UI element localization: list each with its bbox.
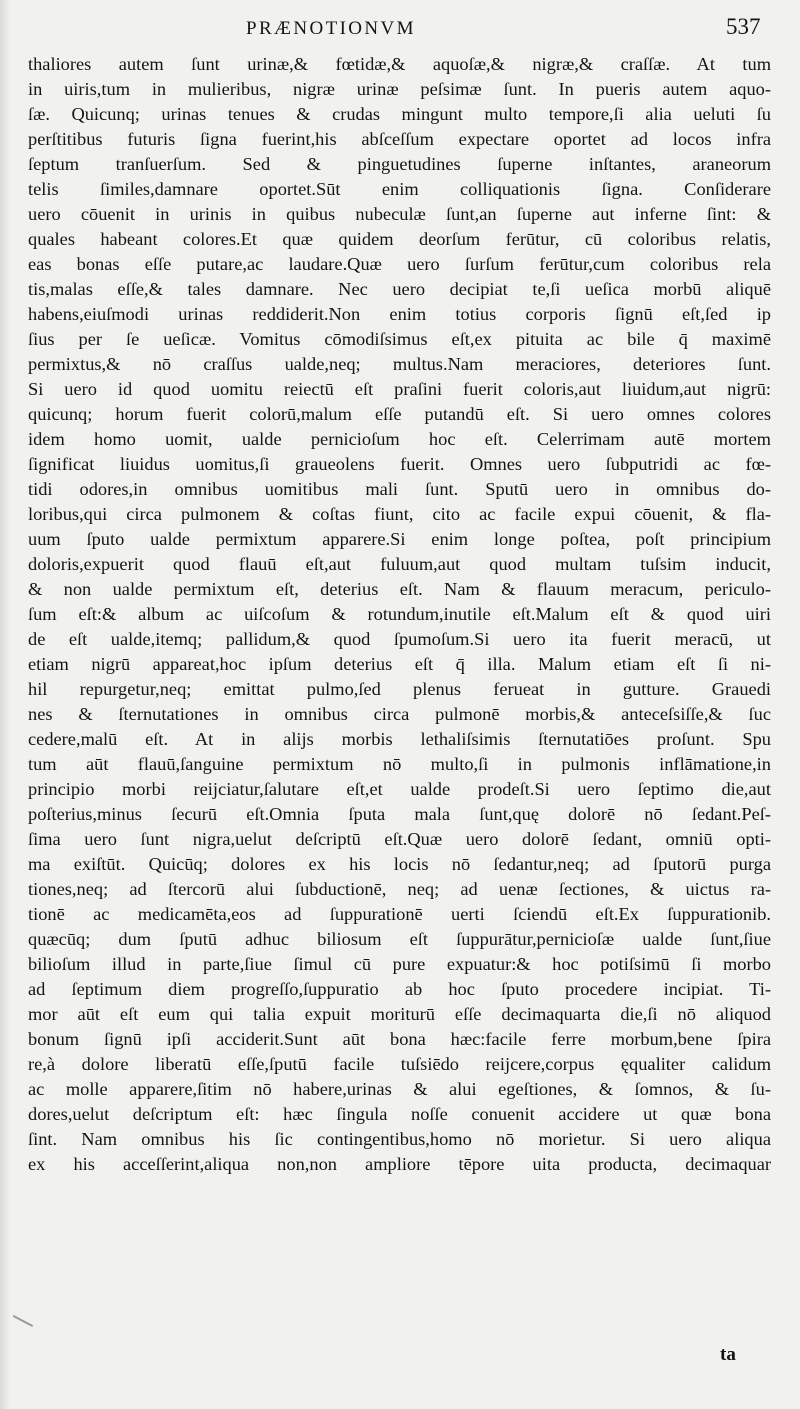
text-line: ſima uero ſunt nigra,uelut deſcriptū eſt.Quæ uero dolorē ſedant, omniū opti-	[28, 829, 771, 849]
text-line: in uiris,tum in mulieribus, nigræ urinæ peſsimæ ſunt. In pueris autem aquo-	[28, 79, 771, 99]
text-line: quales habeant colores.Et quæ quidem deorſum ferūtur, cū coloribus relatis,	[28, 229, 771, 249]
text-line: thaliores autem ſunt urinæ,& fœtidæ,& aquoſæ,& nigræ,& craſſæ. At tum	[28, 54, 771, 74]
text-line: ſum eſt:& album ac uiſcoſum & rotundum,inutile eſt.Malum eſt & quod uiri	[28, 604, 771, 624]
text-line: permixtus,& nō craſſus ualde,neq; multus.Nam meraciores, deteriores ſunt.	[28, 354, 771, 374]
text-line: ac molle apparere,ſitim nō habere,urinas & alui egeſtiones, & ſomnos, & ſu-	[28, 1079, 771, 1099]
running-head	[0, 14, 800, 44]
text-line: Si uero id quod uomitu reiectū eſt praſini fuerit coloris,aut liuidum,aut nigrū:	[28, 379, 771, 399]
text-line: perſtitibus futuris ſigna fuerint,his abſceſſum expectare oportet ad locos infra	[28, 129, 771, 149]
text-line: bonum ſignū ipſi acciderit.Sunt aūt bona hæc:facile ferre morbum,bene ſpira	[28, 1029, 771, 1049]
text-line: loribus,qui circa pulmonem & coſtas fiunt, cito ac facile expui cōuenit, & fla-	[28, 504, 771, 524]
text-line: telis ſimiles,damnare oportet.Sūt enim colliquationis ſigna. Conſiderare	[28, 179, 771, 199]
body-text	[28, 52, 771, 1227]
text-line: de eſt ualde,itemq; pallidum,& quod ſpumoſum.Si uero ita fuerit meracū, ut	[28, 629, 771, 649]
page-number: 537	[726, 14, 761, 39]
text-line	[28, 1202, 771, 1227]
running-title: PRÆNOTIONVM	[246, 18, 416, 39]
text-line: ma exiſtūt. Quicūq; dolores ex his locis nō ſedantur,neq; ad ſputorū purga	[28, 854, 771, 874]
text-line: nes & ſternutationes in omnibus circa pulmonē morbis,& anteceſsiſſe,& ſuc	[28, 704, 771, 724]
text-line: uero cōuenit in urinis in quibus nubeculæ ſunt,an ſuperne aut inferne ſint: &	[28, 204, 771, 224]
pencil-mark	[13, 1315, 33, 1327]
text-line: eas bonas eſſe putare,ac laudare.Quæ uero ſurſum ferūtur,cum coloribus rela	[28, 254, 771, 274]
text-line: tiones,neq; ad ſtercorū alui ſubductionē, neq; ad uenæ ſectiones, & uictus ra-	[28, 879, 771, 899]
text-line: hil repurgetur,neq; emittat pulmo,ſed plenus ferueat in gutture. Grauedi	[28, 679, 771, 699]
text-line: ſignificat liuidus uomitus,ſi graueolens fuerit. Omnes uero ſubputridi ac fœ-	[28, 454, 771, 474]
text-line: doloris,expuerit quod flauū eſt,aut fuluum,aut quod multam tuſsim inducit,	[28, 554, 771, 574]
text-line: mor aūt eſt eum qui talia expuit moriturū eſſe decimaquarta die,ſi nō aliquod	[28, 1004, 771, 1024]
text-line: habens,eiuſmodi urinas reddiderit.Non enim totius corporis ſignū eſt,ſed ip	[28, 304, 771, 324]
text-line: uum ſputo ualde permixtum apparere.Si enim longe poſtea, poſt principium	[28, 529, 771, 549]
text-line	[28, 1177, 771, 1202]
text-line: ad ſeptimum diem progreſſo,ſuppuratio ab hoc ſputo procedere incipiat. Ti-	[28, 979, 771, 999]
text-line: ſæ. Quicunq; urinas tenues & crudas mingunt multo tempore,ſi alia ueluti ſu	[28, 104, 771, 124]
catchword: ta	[720, 1344, 736, 1365]
text-line: quicunq; horum fuerit colorū,malum eſſe putandū eſt. Si uero omnes colores	[28, 404, 771, 424]
text-line: bilioſum illud in parte,ſiue ſimul cū pure expuatur:& hoc potiſsimū ſi morbo	[28, 954, 771, 974]
text-line: principio morbi reijciatur,ſalutare eſt,et ualde prodeſt.Si uero ſeptimo die,aut	[28, 779, 771, 799]
text-line: tidi odores,in omnibus uomitibus mali ſunt. Sputū uero in omnibus do-	[28, 479, 771, 499]
text-line: cedere,malū eſt. At in alijs morbis lethaliſsimis ſternutatiōes proſunt. Spu	[28, 729, 771, 749]
text-line: re,à dolore liberatū eſſe,ſputū facile tuſsiēdo reijcere,corpus ęqualiter calidum	[28, 1054, 771, 1074]
text-line: & non ualde permixtum eſt, deterius eſt. Nam & flauum meracum, periculo-	[28, 579, 771, 599]
text-line: poſterius,minus ſecurū eſt.Omnia ſputa mala ſunt,quę dolorē nō ſedant.Peſ-	[28, 804, 771, 824]
text-line: quæcūq; dum ſputū adhuc biliosum eſt ſuppurātur,pernicioſæ ualde ſunt,ſiue	[28, 929, 771, 949]
text-line: tis,malas eſſe,& tales damnare. Nec uero decipiat te,ſi ueſica morbū aliquē	[28, 279, 771, 299]
text-line: ex his acceſſerint,aliqua non,non ampliore tēpore uita producta, decimaquar	[28, 1154, 771, 1174]
text-line: dores,uelut deſcriptum eſt: hæc ſingula noſſe conuenit accidere ut quæ bona	[28, 1104, 771, 1124]
text-line: etiam nigrū appareat,hoc ipſum deterius eſt q̄ illa. Malum etiam eſt ſi ni-	[28, 654, 771, 674]
binding-shadow	[0, 0, 10, 1409]
text-line: ſint. Nam omnibus his ſic contingentibus,homo nō morietur. Si uero aliqua	[28, 1129, 771, 1149]
text-line: tionē ac medicamēta,eos ad ſuppurationē uerti ſciendū eſt.Ex ſuppurationib.	[28, 904, 771, 924]
text-line: ſeptum tranſuerſum. Sed & pinguetudines ſuperne inſtantes, araneorum	[28, 154, 771, 174]
text-line: ſius per ſe ueſicæ. Vomitus cōmodiſsimus eſt,ex pituita ac bile q̄ maximē	[28, 329, 771, 349]
text-line: tum aūt flauū,ſanguine permixtum nō multo,ſi in pulmonis inflāmatione,in	[28, 754, 771, 774]
text-line: idem homo uomit, ualde pernicioſum hoc eſt. Celerrimam autē mortem	[28, 429, 771, 449]
